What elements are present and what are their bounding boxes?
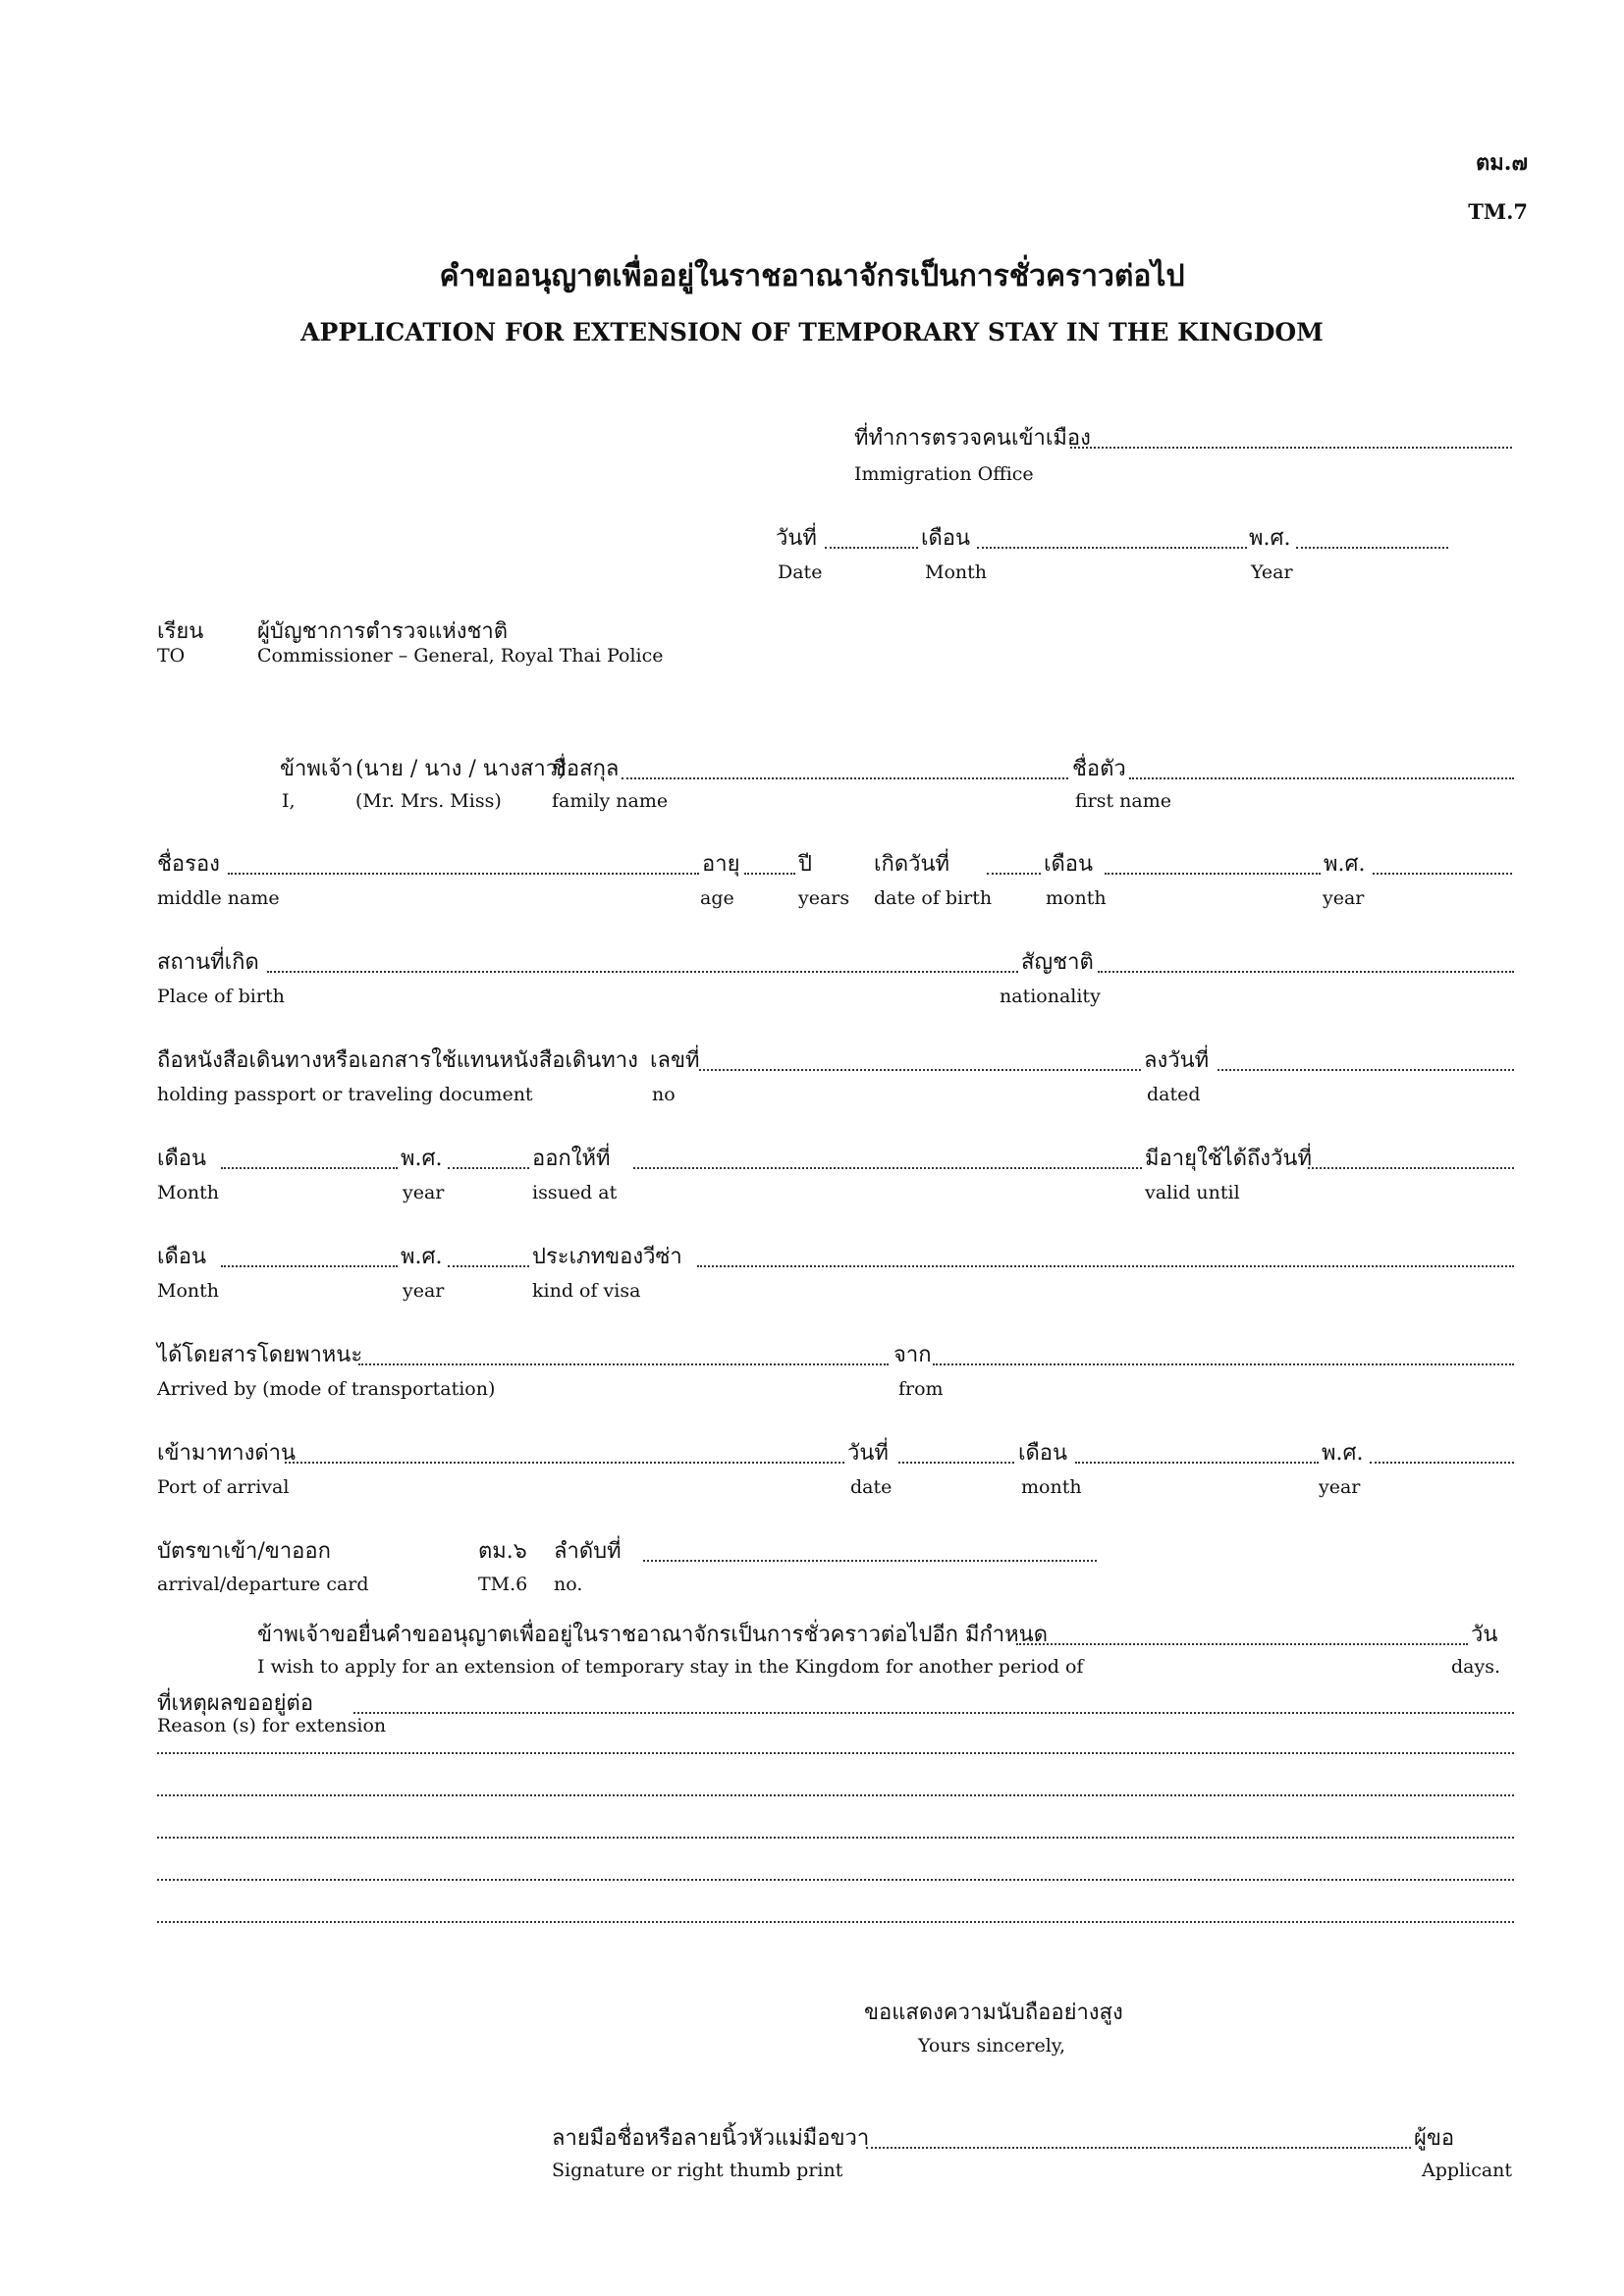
signature-english: Signature or right thumb print bbox=[552, 2160, 843, 2181]
port-english: Port of arrival bbox=[157, 1476, 290, 1498]
extension-request-thai: ข้าพเจ้าขอยื่นคำขออนุญาตเพื่ออยู่ในราชอาณาจักรเป็นการชั่วคราวต่อไปอีก มีกำหนด bbox=[257, 1623, 1048, 1647]
dob-day-input[interactable] bbox=[987, 873, 1041, 875]
reason-line-3[interactable] bbox=[157, 1837, 1514, 1839]
port-month-input[interactable] bbox=[1075, 1462, 1319, 1464]
passport-holding-english: holding passport or traveling document bbox=[157, 1084, 533, 1105]
reason-line-2[interactable] bbox=[157, 1794, 1514, 1796]
visa-year-english: year bbox=[403, 1280, 445, 1302]
extension-days-english: days. bbox=[1451, 1656, 1501, 1678]
reason-line-5[interactable] bbox=[157, 1921, 1514, 1923]
port-month-thai: เดือน bbox=[1018, 1441, 1068, 1466]
passport-dated-thai: ลงวันที่ bbox=[1144, 1048, 1210, 1073]
passport-no-input[interactable] bbox=[699, 1069, 1141, 1071]
applicant-thai: ผู้ขอ bbox=[1414, 2126, 1455, 2151]
visa-year-thai: พ.ศ. bbox=[401, 1245, 443, 1269]
form-code-english: TM.7 bbox=[1468, 199, 1528, 224]
valid-until-english: valid until bbox=[1145, 1182, 1240, 1203]
card-no-input[interactable] bbox=[643, 1560, 1097, 1562]
from-thai: จาก bbox=[893, 1343, 932, 1367]
passport-holding-thai: ถือหนังสือเดินทางหรือเอกสารใช้แทนหนังสือเดินทาง bbox=[157, 1048, 638, 1073]
date-day-input[interactable] bbox=[825, 547, 918, 549]
dob-year-thai: พ.ศ. bbox=[1324, 852, 1366, 877]
reason-english: Reason (s) for extension bbox=[157, 1715, 387, 1736]
tm6-english: TM.6 bbox=[478, 1574, 528, 1595]
port-month-english: month bbox=[1021, 1476, 1082, 1498]
passport-dated-input[interactable] bbox=[1218, 1069, 1514, 1071]
date-day-english: Date bbox=[778, 561, 823, 583]
age-english: age bbox=[700, 887, 734, 909]
dob-year-input[interactable] bbox=[1373, 873, 1512, 875]
from-english: from bbox=[898, 1378, 944, 1400]
place-of-birth-input[interactable] bbox=[267, 971, 1018, 973]
title-prefix-thai: (นาย / นาง / นางสาว) bbox=[355, 757, 567, 781]
middle-name-thai: ชื่อรอง bbox=[157, 852, 220, 877]
issued-year-english: year bbox=[403, 1182, 445, 1203]
dob-english: date of birth bbox=[874, 887, 993, 909]
first-name-input[interactable] bbox=[1129, 777, 1514, 779]
date-day-thai: วันที่ bbox=[776, 526, 817, 551]
applicant-english: Applicant bbox=[1422, 2160, 1513, 2181]
family-name-english: family name bbox=[552, 790, 669, 812]
issued-at-input[interactable] bbox=[633, 1167, 1142, 1169]
port-date-thai: วันที่ bbox=[847, 1441, 889, 1466]
years-thai: ปี bbox=[798, 852, 812, 877]
from-input[interactable] bbox=[933, 1363, 1514, 1365]
title-thai: คำขออนุญาตเพื่ออยู่ในราชอาณาจักรเป็นการชั่วคราวต่อไป bbox=[439, 259, 1185, 294]
card-no-thai: ลำดับที่ bbox=[554, 1539, 622, 1564]
dob-year-english: year bbox=[1323, 887, 1365, 909]
date-month-input[interactable] bbox=[977, 547, 1247, 549]
first-name-english: first name bbox=[1075, 790, 1172, 812]
dob-month-english: month bbox=[1046, 887, 1107, 909]
issued-year-input[interactable] bbox=[448, 1167, 529, 1169]
extension-days-input[interactable] bbox=[1016, 1643, 1468, 1645]
issued-month-english: Month bbox=[157, 1182, 220, 1203]
addressee-thai: ผู้บัญชาการตำรวจแห่งชาติ bbox=[257, 619, 509, 644]
tm6-thai: ตม.๖ bbox=[478, 1539, 527, 1564]
place-of-birth-thai: สถานที่เกิด bbox=[157, 950, 259, 975]
port-date-english: date bbox=[850, 1476, 893, 1498]
extension-request-english: I wish to apply for an extension of temporary stay in the Kingdom for another period of bbox=[257, 1656, 1084, 1678]
office-label-english: Immigration Office bbox=[854, 463, 1034, 485]
date-year-english: Year bbox=[1251, 561, 1293, 583]
date-year-input[interactable] bbox=[1296, 547, 1448, 549]
form-code-thai: ตม.๗ bbox=[1476, 150, 1528, 176]
issued-month-thai: เดือน bbox=[157, 1147, 207, 1171]
visa-month-english: Month bbox=[157, 1280, 220, 1302]
addressee-english: Commissioner – General, Royal Thai Police bbox=[257, 645, 664, 667]
dob-thai: เกิดวันที่ bbox=[874, 852, 950, 877]
port-date-input[interactable] bbox=[898, 1462, 1014, 1464]
nationality-thai: สัญชาติ bbox=[1021, 950, 1094, 975]
port-input[interactable] bbox=[285, 1462, 844, 1464]
visa-kind-input[interactable] bbox=[697, 1265, 1514, 1267]
arrived-by-input[interactable] bbox=[358, 1363, 889, 1365]
valid-until-thai: มีอายุใช้ได้ถึงวันที่ bbox=[1145, 1147, 1312, 1171]
middle-name-input[interactable] bbox=[228, 873, 699, 875]
first-name-thai: ชื่อตัว bbox=[1072, 757, 1126, 781]
family-name-thai: ชื่อสกุล bbox=[552, 757, 620, 781]
visa-month-thai: เดือน bbox=[157, 1245, 207, 1269]
arrived-by-thai: ได้โดยสารโดยพาหนะ bbox=[157, 1343, 363, 1367]
valid-until-input[interactable] bbox=[1308, 1167, 1514, 1169]
signature-thai: ลายมือชื่อหรือลายนิ้วหัวแม่มือขวา bbox=[552, 2126, 870, 2151]
office-input[interactable] bbox=[1070, 447, 1512, 449]
signature-input[interactable] bbox=[866, 2147, 1411, 2149]
title-english: APPLICATION FOR EXTENSION OF TEMPORARY STAY IN THE KINGDOM bbox=[300, 318, 1324, 347]
age-thai: อายุ bbox=[702, 852, 740, 877]
arrived-by-english: Arrived by (mode of transportation) bbox=[157, 1378, 496, 1400]
visa-kind-english: kind of visa bbox=[532, 1280, 641, 1302]
passport-no-thai: เลขที่ bbox=[650, 1048, 700, 1073]
visa-year-input[interactable] bbox=[448, 1265, 529, 1267]
port-year-input[interactable] bbox=[1370, 1462, 1514, 1464]
port-year-english: year bbox=[1319, 1476, 1361, 1498]
issued-at-thai: ออกให้ที่ bbox=[532, 1147, 611, 1171]
visa-month-input[interactable] bbox=[221, 1265, 398, 1267]
reason-line-4[interactable] bbox=[157, 1879, 1514, 1881]
age-input[interactable] bbox=[744, 873, 795, 875]
passport-dated-english: dated bbox=[1147, 1084, 1201, 1105]
office-label-thai: ที่ทำการตรวจคนเข้าเมือง bbox=[854, 426, 1091, 451]
reason-line-1[interactable] bbox=[157, 1752, 1514, 1754]
to-english: TO bbox=[157, 645, 186, 667]
visa-kind-thai: ประเภทของวีซ่า bbox=[532, 1245, 682, 1269]
issued-month-input[interactable] bbox=[221, 1167, 398, 1169]
issued-at-english: issued at bbox=[532, 1182, 618, 1203]
title-prefix-english: (Mr. Mrs. Miss) bbox=[355, 790, 502, 812]
date-month-thai: เดือน bbox=[921, 526, 971, 551]
reason-thai: ที่เหตุผลขออยู่ต่อ bbox=[157, 1691, 314, 1716]
card-english: arrival/departure card bbox=[157, 1574, 369, 1595]
port-year-thai: พ.ศ. bbox=[1322, 1441, 1364, 1466]
nationality-english: nationality bbox=[1000, 986, 1101, 1007]
to-thai: เรียน bbox=[157, 619, 204, 644]
dob-month-thai: เดือน bbox=[1044, 852, 1094, 877]
i-english: I, bbox=[282, 790, 296, 812]
extension-days-thai: วัน bbox=[1471, 1623, 1498, 1647]
card-no-english: no. bbox=[554, 1574, 583, 1595]
port-thai: เข้ามาทางด่าน bbox=[157, 1441, 297, 1466]
reason-input[interactable] bbox=[353, 1712, 1514, 1714]
issued-year-thai: พ.ศ. bbox=[401, 1147, 443, 1171]
passport-no-english: no bbox=[652, 1084, 676, 1105]
nationality-input[interactable] bbox=[1098, 971, 1514, 973]
years-english: years bbox=[798, 887, 850, 909]
closing-english: Yours sincerely, bbox=[918, 2035, 1066, 2056]
date-year-thai: พ.ศ. bbox=[1249, 526, 1291, 551]
dob-month-input[interactable] bbox=[1105, 873, 1321, 875]
i-thai: ข้าพเจ้า bbox=[280, 757, 353, 781]
middle-name-english: middle name bbox=[157, 887, 280, 909]
place-of-birth-english: Place of birth bbox=[157, 986, 285, 1007]
closing-thai: ขอแสดงความนับถืออย่างสูง bbox=[864, 2001, 1123, 2025]
card-thai: บัตรขาเข้า/ขาออก bbox=[157, 1539, 331, 1564]
family-name-input[interactable] bbox=[622, 777, 1068, 779]
date-month-english: Month bbox=[925, 561, 988, 583]
